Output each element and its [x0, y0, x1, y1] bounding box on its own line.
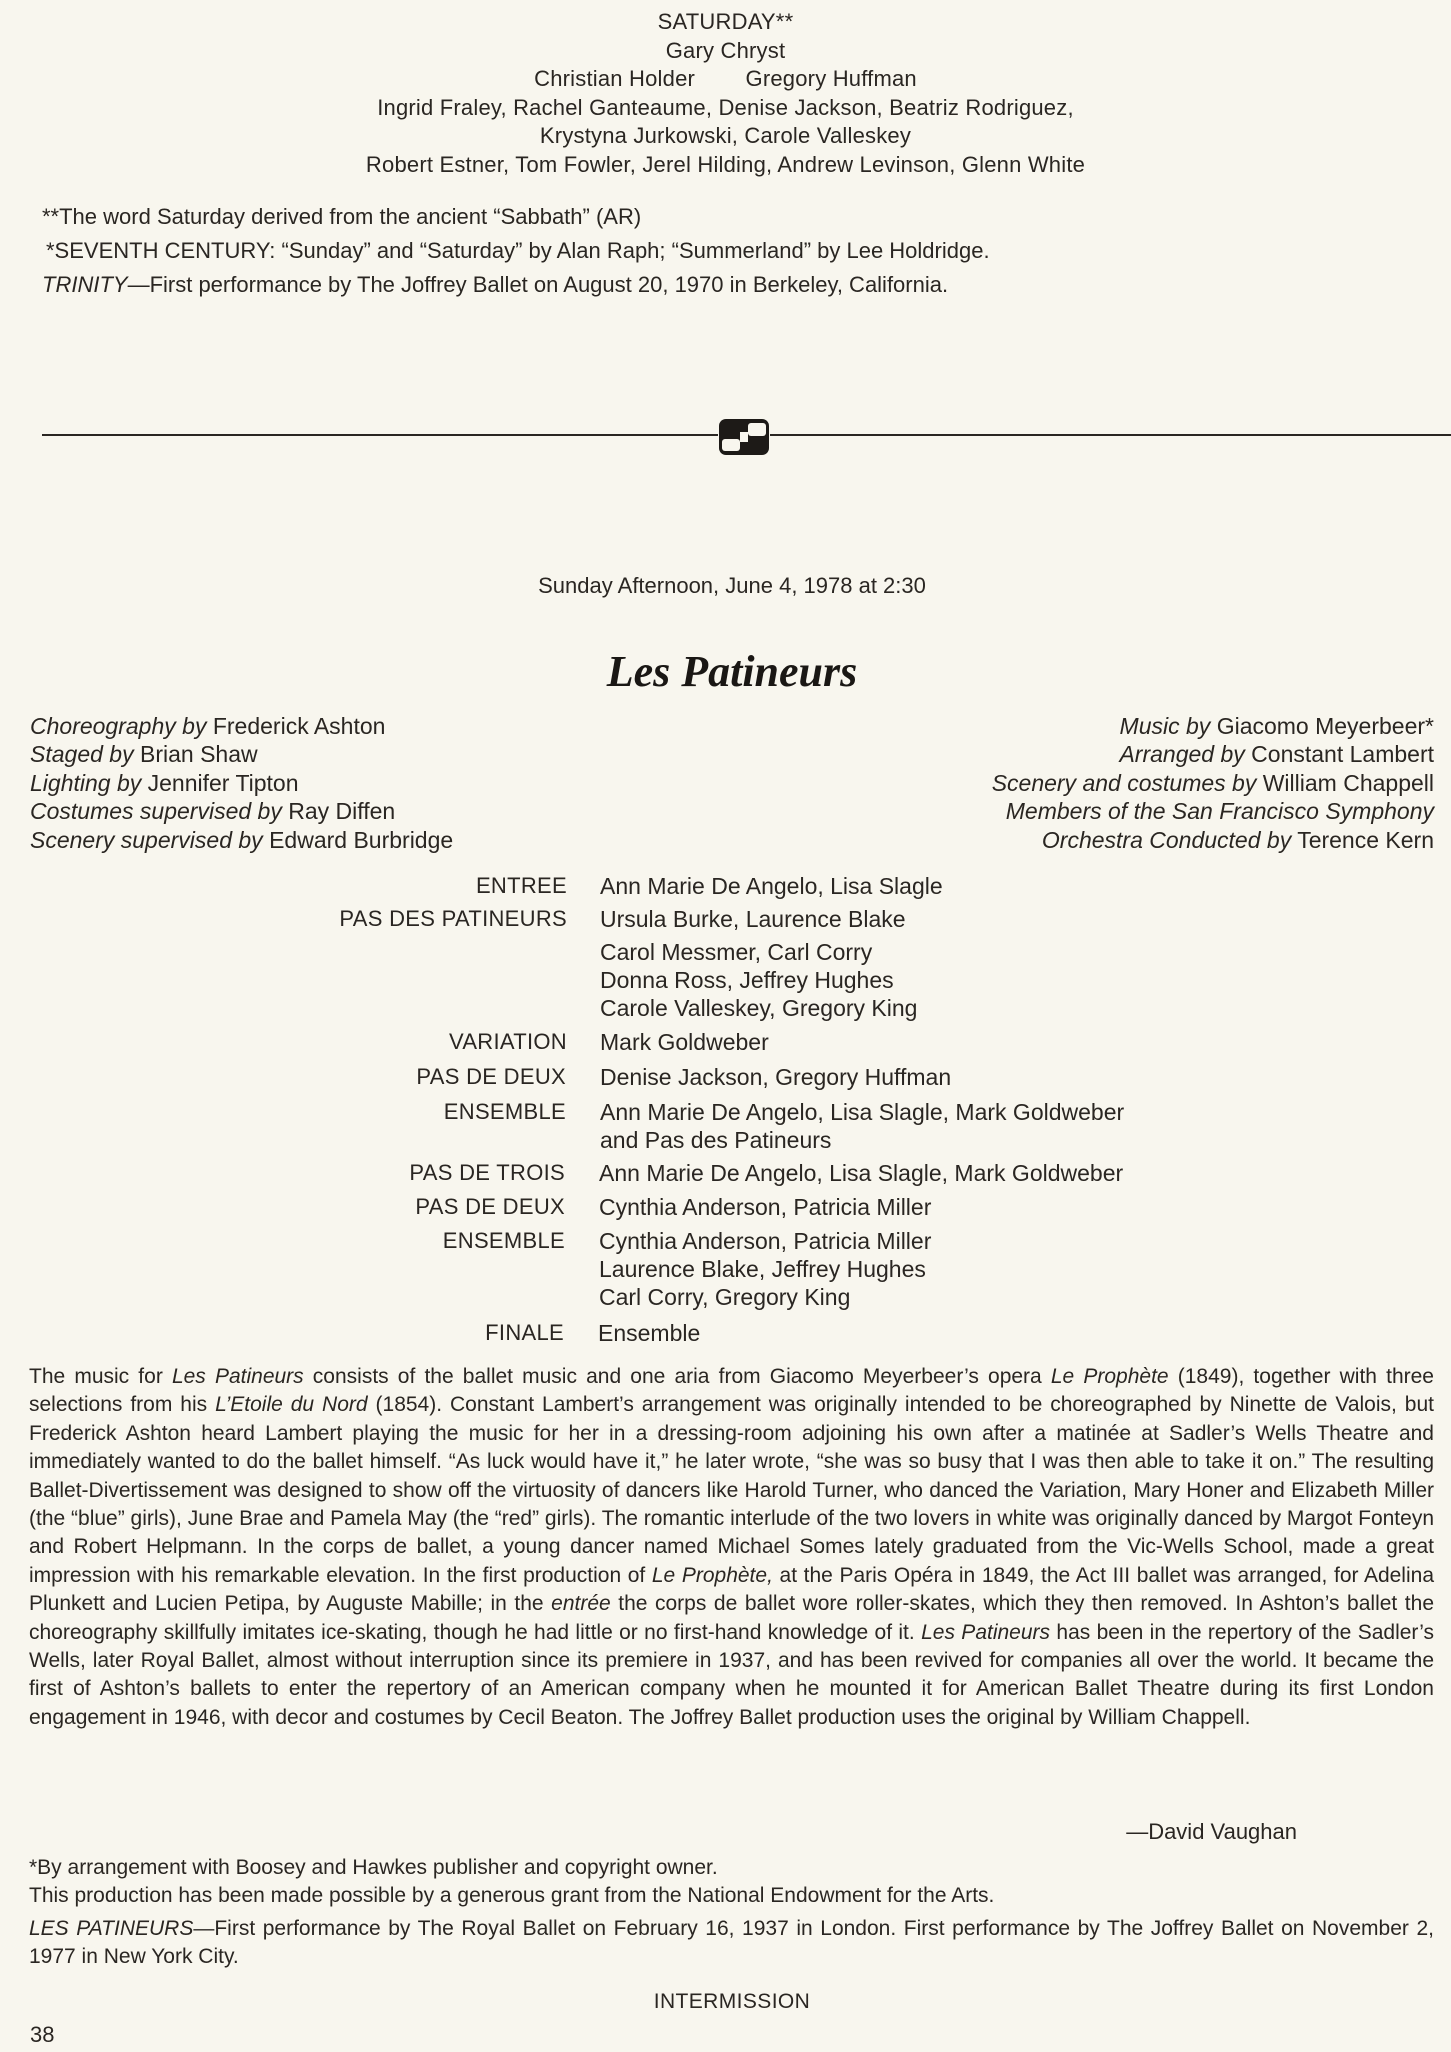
cast-section: ENSEMBLE [443, 1099, 566, 1124]
cast-name-line: Carol Messmer, Carl Corry [600, 939, 873, 965]
cast-name-line: Carl Corry, Gregory King [599, 1284, 851, 1310]
saturday-line: Robert Estner, Tom Fowler, Jerel Hilding, Andrew Levinson, Glenn White [365, 151, 1086, 177]
credit-name: Constant Lambert [1251, 741, 1434, 768]
article-italic: Les Patineurs [171, 1365, 304, 1388]
cast-section: FINALE [485, 1320, 564, 1345]
credit-name: Ray Diffen [288, 798, 396, 825]
trinity-notes [42, 200, 1442, 302]
article-italic: Le Prophète [1050, 1365, 1169, 1388]
cast-name-line: Carole Valleskey, Gregory King [600, 995, 918, 1021]
cast-name-line: Ann Marie De Angelo, Lisa Slagle, Mark Goldweber [599, 1160, 1124, 1186]
cast-section: ENTREE [475, 873, 567, 898]
cast-names [600, 1098, 1124, 1154]
cast-name-line: Ann Marie De Angelo, Lisa Slagle [600, 873, 943, 899]
footnote-copyright: *By arrangement with Boosey and Hawkes publisher and copyright owner. [29, 1856, 718, 1879]
credits-right-column [714, 712, 1434, 854]
cast-section: ENSEMBLE [442, 1228, 565, 1253]
credit-role: Orchestra Conducted by [1041, 826, 1292, 853]
cast-name-line: Mark Goldweber [600, 1029, 769, 1055]
article-italic: entrée [551, 1592, 611, 1616]
credit-line [714, 769, 1434, 797]
article-signature: —David Vaughan [1126, 1819, 1297, 1844]
article-italic: Le Prophète, [651, 1563, 773, 1587]
credit-role: Staged by [30, 741, 134, 768]
footnotes [29, 1854, 1434, 1972]
saturday-heading: SATURDAY** [657, 9, 794, 34]
cast-name-line: Ursula Burke, Laurence Blake [600, 906, 906, 932]
article-italic: Les Patineurs [921, 1620, 1051, 1644]
joffrey-logo-icon [718, 418, 770, 456]
article-text: the corps de ballet wore roller-skates, which they then removed. In Ashton’s ballet the choreography skillfully imitates ice-skating, though he had little or no first-hand knowledge of it. [29, 1592, 1434, 1644]
credit-line [30, 712, 670, 740]
cast-section: PAS DE TROIS [409, 1160, 565, 1185]
saturday-line: Gary Chryst [665, 37, 786, 63]
credit-role: Lighting by [30, 769, 142, 796]
saturday-line: Krystyna Jurkowski, Carole Valleskey [539, 123, 912, 149]
credit-role: Choreography by [30, 713, 207, 739]
credit-role: Scenery supervised by [30, 826, 263, 853]
credits-left-column [30, 712, 670, 854]
credit-line [714, 797, 1434, 825]
performance-date: Sunday Afternoon, June 4, 1978 at 2:30 [538, 573, 926, 598]
credit-line [30, 797, 670, 825]
cast-name-line: Cynthia Anderson, Patricia Miller [599, 1228, 932, 1254]
cast-section: VARIATION [448, 1029, 567, 1054]
credit-role: Music by [1119, 713, 1211, 739]
cast-names [599, 1159, 1123, 1187]
cast-names [600, 1063, 951, 1091]
cast-name-line: Ensemble [598, 1320, 701, 1346]
cast-name-line: Ann Marie De Angelo, Lisa Slagle, Mark Goldweber [600, 1099, 1125, 1125]
footnote-title: LES PATINEURS [29, 1916, 194, 1940]
page-number: 38 [30, 2022, 55, 2047]
credit-name: Frederick Ashton [212, 713, 386, 739]
footnote-first-performance [29, 1915, 1434, 1972]
article-text: (1854). Constant Lambert’s arrangement was originally intended to be choreographed by Ninette de Valois, but Frederick Ashton heard Lambert playing the music for her in a dressing-room adjoining his own after a matinée at Sadler’s Wells Theatre and immediately wanted to do the ballet himself. “As luck would have it,” he later wrote, “she was so busy that I was then able to take it on.” The resulting Ballet-Divertissement was designed to show off the virtuosity of dancers like Harold Turner, who danced the Variation, Mary Honer and Elizabeth Miller (the “blue” girls), June Brae and Pamela May (the “red” girls). The romantic interlude of the two lovers in white was originally danced by Margot Fonteyn and Robert Helpmann. In the corps de ballet, a young dancer named Michael Somes lately graduated from the Vic-Wells School, made a great impression with his remarkable elevation. In the first production of [29, 1393, 1434, 1587]
program-note-article [29, 1363, 1434, 1732]
cast-names [599, 1227, 931, 1311]
credit-line [714, 740, 1434, 768]
divider-rule-left [42, 434, 718, 436]
credit-line [30, 740, 670, 768]
credit-name: Brian Shaw [139, 741, 258, 768]
cast-name-line: Denise Jackson, Gregory Huffman [600, 1064, 952, 1090]
cast-name-line: Laurence Blake, Jeffrey Hughes [599, 1256, 926, 1282]
credit-line [714, 826, 1434, 854]
cast-names [600, 905, 917, 1022]
saturday-line: Christian Holder Gregory Huffman [534, 66, 917, 92]
cast-section: PAS DES PATINEURS [339, 906, 567, 931]
note-trinity-text: —First performance by The Joffrey Ballet on August 20, 1970 in Berkeley, California. [127, 272, 949, 297]
saturday-cast-block [0, 8, 1451, 180]
cast-name-line: and Pas des Patineurs [600, 1127, 832, 1153]
cast-section: PAS DE DEUX [416, 1064, 566, 1089]
credit-role: Scenery and costumes by [991, 769, 1257, 796]
article-text: (1849), together with three selections from his [29, 1365, 1434, 1417]
article-text: has been in the repertory of the Sadler’s Wells, later Royal Ballet, almost without interruption since its premiere in 1937, and has been revived for companies all over the world. It became the first of Ashton’s ballets to enter the repertory of an American company when he mounted it for American Ballet Theatre during its first London engagement in 1946, with decor and costumes by Cecil Beaton. The Joffrey Ballet production uses the original by William Chappell. [29, 1620, 1434, 1729]
article-text: The music for [29, 1365, 172, 1388]
footnote-grant: This production has been made possible by a generous grant from the National Endowment for the Arts. [29, 1884, 995, 1908]
cast-name-line: Cynthia Anderson, Patricia Miller [599, 1194, 932, 1220]
credit-name: William Chappell [1262, 769, 1434, 796]
note-seventh-century: *SEVENTH CENTURY: “Sunday” and “Saturday” by Alan Raph; “Summerland” by Lee Holdridge. [46, 238, 990, 263]
article-italic: L’Etoile du Nord [215, 1393, 368, 1417]
cast-names [598, 1319, 700, 1347]
cast-section: PAS DE DEUX [415, 1194, 565, 1219]
note-saturday: **The word Saturday derived from the ancient “Sabbath” (AR) [42, 204, 642, 229]
divider-rule-right [770, 434, 1451, 436]
credit-line [714, 712, 1434, 740]
note-trinity-title: TRINITY [42, 272, 128, 297]
credit-role: Costumes supervised by [30, 798, 282, 825]
cast-name-line: Donna Ross, Jeffrey Hughes [600, 967, 894, 993]
article-text: consists of the ballet music and one aria from Giacomo Meyerbeer’s opera [303, 1365, 1051, 1388]
article-text: at the Paris Opéra in 1849, the Act III ballet was arranged, for Adelina Plunkett and Lucien Petipa, by Auguste Mabille; in the [29, 1563, 1434, 1616]
cast-names [600, 872, 943, 900]
note-trinity [42, 268, 1442, 302]
ballet-title: Les Patineurs [606, 647, 858, 696]
cast-names [599, 1193, 931, 1221]
saturday-line: Ingrid Fraley, Rachel Ganteaume, Denise Jackson, Beatriz Rodriguez, [377, 94, 1074, 120]
credit-role: Members of the San Francisco Symphony [1005, 798, 1434, 825]
credit-name: Giacomo Meyerbeer* [1216, 713, 1434, 739]
credit-name: Jennifer Tipton [147, 769, 299, 796]
credit-name: Edward Burbridge [269, 826, 454, 853]
footnote-text: —First performance by The Royal Ballet on February 16, 1937 in London. First performance by The Joffrey Ballet on November 2, 1977 in New York City. [29, 1916, 1434, 1969]
credit-name: Terence Kern [1297, 826, 1434, 853]
credit-line [30, 769, 670, 797]
credit-line [30, 826, 670, 854]
credit-role: Arranged by [1119, 741, 1245, 768]
intermission-label: INTERMISSION [653, 1990, 811, 2013]
cast-names [600, 1028, 769, 1056]
